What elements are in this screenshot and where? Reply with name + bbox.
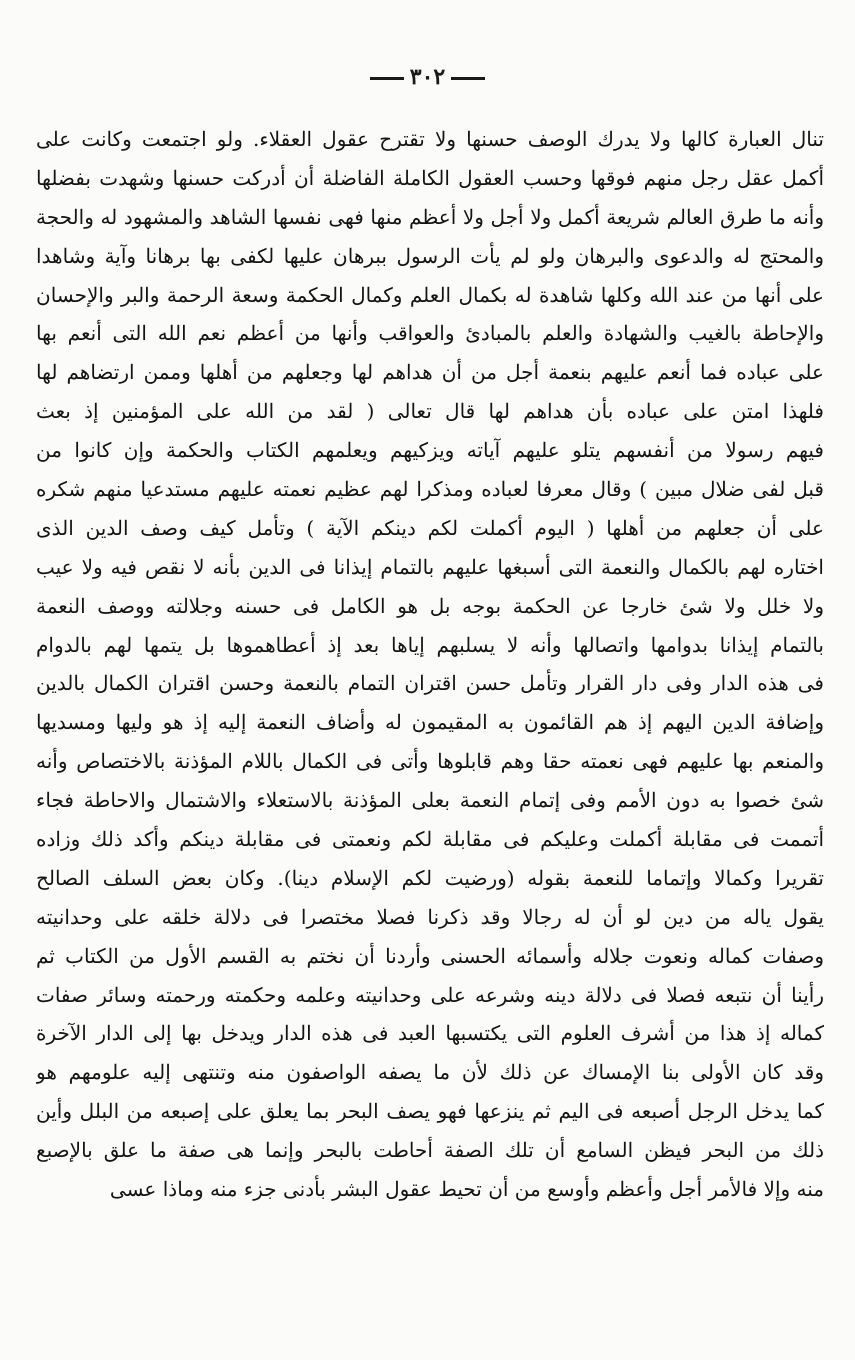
text-line: كما يدخل الرجل أصبعه فى اليم ثم ينزعها فهو يصف البحر بما يعلق على إصبعه من البلل وأين <box>36 1099 824 1124</box>
text-line: والمنعم بها عليهم فهى نعمته حقا وهم قابلوها وأتى فى الكمال باللام المؤذنة بالاختصاص وأنه <box>36 749 824 774</box>
text-line: والإحاطة بالغيب والشهادة والعلم بالمبادئ والعواقب وأنها من أعظم نعم الله التى أنعم بها <box>36 321 824 346</box>
text-line: وقد كان الأولى بنا الإمساك عن ذلك لأن ما يصفه الواصفون منه وتنتهى إليه علومهم هو <box>36 1060 824 1085</box>
page-number-dash-left <box>370 77 404 80</box>
text-line: أكمل عقل رجل منهم فوقها وحسب العقول الكاملة الفاضلة أن أدركت حسنها وشهدت بفضلها <box>36 165 824 190</box>
text-line: ولا خلل ولا شئ خارجا عن الحكمة بوجه بل هو الكامل فى حسنه وجلالته ووصف النعمة <box>36 593 824 618</box>
page-number <box>0 64 855 90</box>
text-line: على أن جعلهم من أهلها ( اليوم أكملت لكم دينكم الآية ) وتأمل كيف وصف الدين الذى <box>36 515 824 540</box>
text-line: والمحتج له والدعوى والبرهان ولو لم يأت الرسول ببرهان عليها لكفى بها برهانا وآية وشاهدا <box>36 243 824 268</box>
text-line: منه وإلا فالأمر أجل وأعظم وأوسع من أن تحيط عقول البشر بأدنى جزء منه وماذا عسى <box>109 1177 824 1202</box>
text-line: قبل لفى ضلال مبين ) وقال معرفا لعباده ومذكرا لهم عظيم نعمته عليهم مستدعيا منهم شكره <box>36 477 824 502</box>
page-number-text: ٣٠٢ <box>409 64 446 90</box>
text-line: فلهذا امتن على عباده بأن هداهم لها قال تعالى ( لقد من الله على المؤمنين إذ بعث <box>36 399 824 424</box>
text-line: وأنه ما طرق العالم شريعة أكمل ولا أجل ولا أعظم منها فهى نفسها الشاهد والمشهود له والحجة <box>36 204 824 229</box>
text-line: بالتمام إيذانا بدوامها واتصالها وأنه لا يسلبهم إياها بعد إذ أعطاهموها بل يتمها لهم بالدوام <box>36 632 824 657</box>
text-line: تقريرا وكمالا وإتماما للنعمة بقوله (ورضيت لكم الإسلام دينا). وكان بعض السلف الصالح <box>36 865 824 890</box>
text-line: ذلك من البحر فيظن السامع أن تلك الصفة أحاطت بالبحر وإنما هى صفة ما علق بالإصبع <box>36 1138 824 1163</box>
text-line: أتممت فى مقابلة أكملت وعليكم فى مقابلة لكم ونعمتى فى مقابلة دينكم وأكد ذلك وزاده <box>36 827 824 852</box>
text-line: على أنها من عند الله وكلها شاهدة له بكمال العلم وكمال الحكمة وسعة الرحمة والبر والإحسان <box>36 282 824 307</box>
text-line: وإضافة الدين اليهم إذ هم القائمون به المقيمون له وأضاف النعمة إليه إذ هو وليها ومسديها <box>36 710 824 735</box>
text-line: فيهم رسولا من أنفسهم يتلو عليهم آياته ويزكيهم ويعلمهم الكتاب والحكمة وإن كانوا من <box>36 438 824 463</box>
text-line: شئ خصوا به دون الأمم وفى إتمام النعمة بعلى المؤذنة بالاستعلاء والاشتمال والاحاطة فجاء <box>36 788 824 813</box>
page-number-dash-right <box>451 77 485 80</box>
text-line: فى هذه الدار وفى دار القرار وتأمل حسن اقتران التمام بالنعمة وحسن اقتران الكمال بالدين <box>36 671 824 696</box>
text-line: كماله إذ هذا من أشرف العلوم التى يكتسبها العبد فى هذه الدار ويدخل بها إلى الدار الآخرة <box>36 1021 824 1046</box>
text-line: اختاره لهم بالكمال والنعمة التى أسبغها عليهم بالتمام إيذانا فى الدين بأنه لا نقص فيه ولا عيب <box>36 554 824 579</box>
text-line: على عباده فما أنعم عليهم بنعمة أجل من أن هداهم لها وجعلهم من أهلها وممن ارتضاهم لها <box>36 360 824 385</box>
text-line: وصفات كماله ونعوت جلاله وأسمائه الحسنى وأردنا أن نختم به القسم الأول من الكتاب ثم <box>36 943 824 968</box>
text-line: رأينا أن نتبعه فصلا فى دلالة دينه وشرعه على وحدانيته وعلمه وحكمته ورحمته وسائر صفات <box>36 982 824 1007</box>
body-text <box>36 120 824 1209</box>
text-line: تنال العبارة كالها ولا يدرك الوصف حسنها ولا تقترح عقول العقلاء. ولو اجتمعت وكانت على <box>36 127 824 151</box>
text-line: يقول ياله من دين لو أن له رجالا وقد ذكرنا فصلا مختصرا فى دلالة خلقه على وحدانيته <box>36 904 824 929</box>
